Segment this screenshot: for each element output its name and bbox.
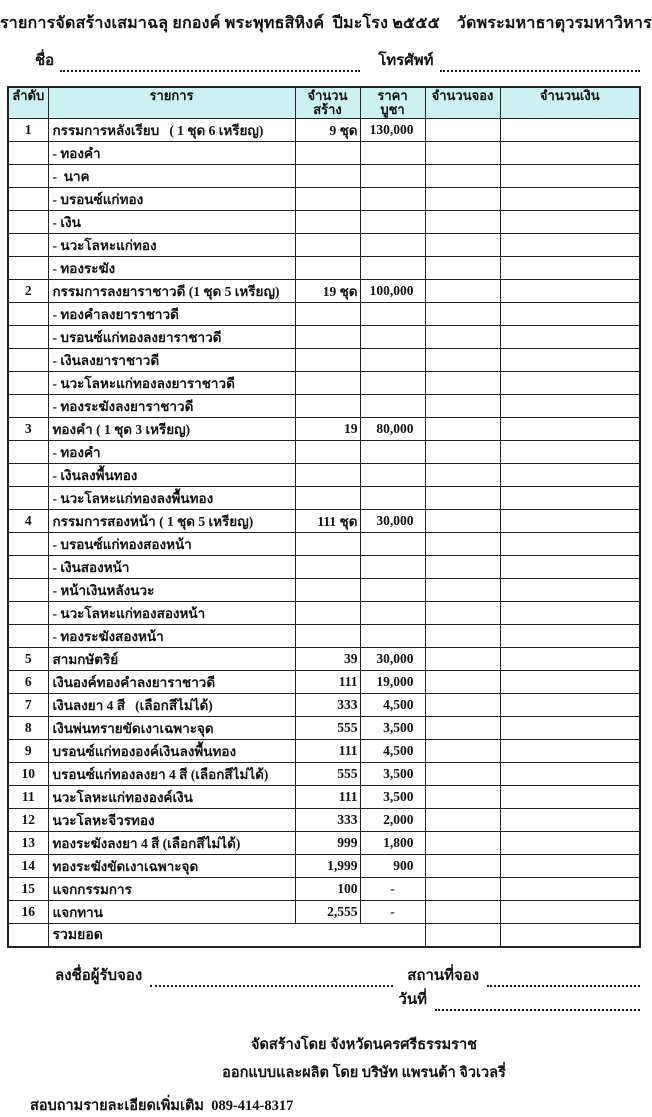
row-reserve-cell (425, 118, 500, 141)
table-row-main (8, 877, 640, 900)
row-item-cell: แจกทาน (48, 900, 295, 923)
row-amount-cell (500, 256, 640, 279)
row-no-cell (8, 555, 48, 578)
row-amount-cell (500, 739, 640, 762)
row-qty-cell (295, 141, 360, 164)
row-no-cell: 13 (8, 831, 48, 854)
row-reserve-cell (425, 624, 500, 647)
row-no-cell (8, 141, 48, 164)
row-price-cell: 900 (360, 854, 425, 877)
row-no-cell: 15 (8, 877, 48, 900)
row-qty-cell (295, 601, 360, 624)
phone-dotted-line (440, 58, 640, 72)
row-reserve-cell (425, 555, 500, 578)
row-no-cell: 1 (8, 118, 48, 141)
row-amount-cell (500, 693, 640, 716)
row-item-cell: กรรมการลงยาราชาวดี (1 ชุด 5 เหรียญ) (48, 279, 295, 302)
row-price-cell: 3,500 (360, 785, 425, 808)
row-qty-cell (295, 486, 360, 509)
row-no-cell (8, 302, 48, 325)
row-amount-cell (500, 371, 640, 394)
row-qty-cell: 1,999 (295, 854, 360, 877)
table-row-main (8, 854, 640, 877)
row-item-cell: - เงินลงยาราชาวดี (48, 348, 295, 371)
row-no-cell (8, 578, 48, 601)
table-row-main (8, 739, 640, 762)
table-row-sub (8, 302, 640, 325)
row-price-cell: 80,000 (360, 417, 425, 440)
table-row-sub (8, 348, 640, 371)
row-price-cell: - (360, 877, 425, 900)
table-row-sub (8, 578, 640, 601)
row-item-cell: สามกษัตริย์ (48, 647, 295, 670)
row-item-cell: นวะโลหะแก่ทององค์เงิน (48, 785, 295, 808)
row-qty-cell: 111 (295, 739, 360, 762)
row-item-cell: - หน้าเงินหลังนวะ (48, 578, 295, 601)
table-header-row (8, 87, 640, 118)
page-title: รายการจัดสร้างเสมาฉลุ ยกองค์ พระพุทธสิหิงค์ ปีมะโรง ๒๕๕๕ วัดพระมหาธาตุวรมหาวิหาร (0, 15, 652, 32)
row-price-cell: 30,000 (360, 647, 425, 670)
row-price-cell (360, 141, 425, 164)
header-price: ราคา บูชา (360, 87, 425, 118)
row-item-cell: - ทองคำลงยาราชาวดี (48, 302, 295, 325)
row-no-cell: 6 (8, 670, 48, 693)
row-reserve-cell (425, 279, 500, 302)
row-qty-cell (295, 624, 360, 647)
row-qty-cell (295, 532, 360, 555)
row-qty-cell (295, 187, 360, 210)
name-label: ชื่อ (35, 53, 55, 69)
phone-label: โทรศัพท์ (378, 53, 434, 69)
row-price-cell: 19,000 (360, 670, 425, 693)
row-price-cell: - (360, 900, 425, 923)
row-item-cell: - ทองระฆัง (48, 256, 295, 279)
row-reserve-cell (425, 210, 500, 233)
row-amount-cell (500, 601, 640, 624)
row-qty-cell: 111 (295, 670, 360, 693)
row-amount-cell (500, 624, 640, 647)
name-phone-line (35, 50, 640, 72)
row-reserve-cell (425, 877, 500, 900)
row-price-cell (360, 233, 425, 256)
table-row-main (8, 670, 640, 693)
row-reserve-cell (425, 785, 500, 808)
row-amount-cell (500, 854, 640, 877)
row-price-cell: 4,500 (360, 693, 425, 716)
row-reserve-cell (425, 371, 500, 394)
row-price-cell: 30,000 (360, 509, 425, 532)
row-qty-cell: 111 ชุด (295, 509, 360, 532)
row-price-cell: 1,800 (360, 831, 425, 854)
row-no-cell: 8 (8, 716, 48, 739)
row-qty-cell (295, 325, 360, 348)
row-price-cell (360, 486, 425, 509)
row-reserve-cell (425, 670, 500, 693)
row-no-cell: 9 (8, 739, 48, 762)
total-row (8, 923, 640, 947)
row-qty-cell: 333 (295, 693, 360, 716)
row-amount-cell (500, 348, 640, 371)
table-row-main (8, 785, 640, 808)
row-reserve-cell (425, 417, 500, 440)
row-amount-cell (500, 325, 640, 348)
row-reserve-cell (425, 463, 500, 486)
table-row-sub (8, 164, 640, 187)
row-qty-cell (295, 164, 360, 187)
row-reserve-cell (425, 716, 500, 739)
name-dotted-line (60, 58, 360, 72)
row-qty-cell (295, 578, 360, 601)
row-amount-cell (500, 578, 640, 601)
row-reserve-cell (425, 164, 500, 187)
row-reserve-cell (425, 532, 500, 555)
table-row-sub (8, 325, 640, 348)
table-row-sub (8, 486, 640, 509)
row-price-cell (360, 164, 425, 187)
row-no-cell (8, 394, 48, 417)
row-price-cell (360, 325, 425, 348)
place-dotted-line (487, 973, 640, 987)
row-price-cell: 130,000 (360, 118, 425, 141)
date-label: วันที่ (398, 991, 427, 1008)
row-no-cell: 10 (8, 762, 48, 785)
row-no-cell (8, 164, 48, 187)
row-qty-cell (295, 440, 360, 463)
row-qty-cell: 555 (295, 716, 360, 739)
row-amount-cell (500, 670, 640, 693)
row-reserve-cell (425, 440, 500, 463)
order-table (7, 86, 641, 948)
total-no-cell (8, 923, 48, 947)
row-price-cell (360, 601, 425, 624)
row-price-cell (360, 348, 425, 371)
row-reserve-cell (425, 394, 500, 417)
contact-line (30, 1094, 648, 1117)
row-reserve-cell (425, 693, 500, 716)
row-item-cell: - เงินลงพื้นทอง (48, 463, 295, 486)
row-qty-cell (295, 302, 360, 325)
row-amount-cell (500, 486, 640, 509)
row-amount-cell (500, 509, 640, 532)
row-qty-cell: 19 (295, 417, 360, 440)
row-reserve-cell (425, 854, 500, 877)
row-no-cell: 7 (8, 693, 48, 716)
row-qty-cell: 2,555 (295, 900, 360, 923)
row-no-cell (8, 440, 48, 463)
row-reserve-cell (425, 325, 500, 348)
row-qty-cell: 333 (295, 808, 360, 831)
table-row-sub (8, 463, 640, 486)
row-amount-cell (500, 302, 640, 325)
row-item-cell: - นวะโลหะแก่ทอง (48, 233, 295, 256)
place-label: สถานที่จอง (407, 967, 480, 984)
row-price-cell (360, 256, 425, 279)
row-qty-cell: 19 ชุด (295, 279, 360, 302)
table-row-main (8, 279, 640, 302)
row-reserve-cell (425, 486, 500, 509)
row-item-cell: บรอนซ์แก่ทองลงยา 4 สี (เลือกสีไม่ได้) (48, 762, 295, 785)
row-no-cell (8, 325, 48, 348)
row-reserve-cell (425, 302, 500, 325)
row-no-cell (8, 624, 48, 647)
table-row-sub (8, 555, 640, 578)
row-qty-cell: 9 ชุด (295, 118, 360, 141)
row-amount-cell (500, 164, 640, 187)
row-price-cell: 3,500 (360, 716, 425, 739)
row-qty-cell: 555 (295, 762, 360, 785)
table-row-main (8, 831, 640, 854)
date-row (55, 989, 640, 1011)
row-amount-cell (500, 233, 640, 256)
total-label-cell: รวมยอด (48, 923, 425, 947)
row-amount-cell (500, 555, 640, 578)
table-row-sub (8, 440, 640, 463)
table-row-sub (8, 532, 640, 555)
row-item-cell: - ทองคำ (48, 141, 295, 164)
row-item-cell: บรอนซ์แก่ทององค์เงินลงพื้นทอง (48, 739, 295, 762)
row-amount-cell (500, 785, 640, 808)
row-amount-cell (500, 532, 640, 555)
row-reserve-cell (425, 808, 500, 831)
row-item-cell: - บรอนซ์แก่ทองสองหน้า (48, 532, 295, 555)
row-item-cell: กรรมการสองหน้า ( 1 ชุด 5 เหรียญ) (48, 509, 295, 532)
row-qty-cell (295, 256, 360, 279)
row-no-cell (8, 233, 48, 256)
header-item: รายการ (48, 87, 295, 118)
row-price-cell (360, 210, 425, 233)
table-row-main (8, 900, 640, 923)
contact-phone: 089-414-8317 (211, 1097, 294, 1114)
table-row-main (8, 808, 640, 831)
row-no-cell (8, 486, 48, 509)
row-price-cell (360, 187, 425, 210)
row-no-cell: 16 (8, 900, 48, 923)
row-price-cell (360, 440, 425, 463)
row-price-cell: 100,000 (360, 279, 425, 302)
table-row-main (8, 647, 640, 670)
table-row-main (8, 762, 640, 785)
row-item-cell: - นวะโลหะแก่ทองลงพื้นทอง (48, 486, 295, 509)
designed-by-line: ออกแบบและผลิต โดย บริษัท แพรนด้า จิวเวลรี่ (222, 1064, 506, 1081)
row-amount-cell (500, 210, 640, 233)
row-amount-cell (500, 141, 640, 164)
table-row-sub (8, 233, 640, 256)
row-amount-cell (500, 118, 640, 141)
row-price-cell (360, 532, 425, 555)
row-reserve-cell (425, 900, 500, 923)
row-amount-cell (500, 463, 640, 486)
row-item-cell: เงินองค์ทองคำลงยาราชาวดี (48, 670, 295, 693)
table-row-sub (8, 371, 640, 394)
contact-label: สอบถามรายละเอียดเพิ่มเติม (30, 1097, 204, 1114)
table-row-sub (8, 210, 640, 233)
row-no-cell (8, 371, 48, 394)
row-price-cell (360, 578, 425, 601)
row-no-cell: 3 (8, 417, 48, 440)
row-reserve-cell (425, 601, 500, 624)
row-reserve-cell (425, 739, 500, 762)
row-item-cell: นวะโลหะจีวรทอง (48, 808, 295, 831)
total-reserve-cell (425, 923, 500, 947)
row-amount-cell (500, 808, 640, 831)
row-reserve-cell (425, 831, 500, 854)
row-amount-cell (500, 900, 640, 923)
row-item-cell: ทองคำ ( 1 ชุด 3 เหรียญ) (48, 417, 295, 440)
row-item-cell: - เงิน (48, 210, 295, 233)
row-item-cell: แจกกรรมการ (48, 877, 295, 900)
row-item-cell: - ทองระฆังสองหน้า (48, 624, 295, 647)
row-qty-cell (295, 555, 360, 578)
row-price-cell (360, 555, 425, 578)
row-item-cell: - นาค (48, 164, 295, 187)
table-row-sub (8, 394, 640, 417)
sign-dotted-line (150, 973, 393, 987)
made-by-line: จัดสร้างโดย จังหวัดนครศรีธรรมราช (251, 1036, 477, 1053)
signature-row (55, 965, 640, 987)
table-row-main (8, 118, 640, 141)
row-amount-cell (500, 647, 640, 670)
row-price-cell: 2,000 (360, 808, 425, 831)
row-reserve-cell (425, 647, 500, 670)
row-qty-cell (295, 210, 360, 233)
row-reserve-cell (425, 762, 500, 785)
row-item-cell: - บรอนซ์แก่ทองลงยาราชาวดี (48, 325, 295, 348)
row-price-cell: 4,500 (360, 739, 425, 762)
header-amount: จำนวนเงิน (500, 87, 640, 118)
row-no-cell: 4 (8, 509, 48, 532)
total-amount-cell (500, 923, 640, 947)
row-reserve-cell (425, 233, 500, 256)
row-amount-cell (500, 394, 640, 417)
row-no-cell: 14 (8, 854, 48, 877)
row-amount-cell (500, 716, 640, 739)
row-item-cell: - บรอนซ์แก่ทอง (48, 187, 295, 210)
row-qty-cell (295, 348, 360, 371)
row-item-cell: - นวะโลหะแก่ทองลงยาราชาวดี (48, 371, 295, 394)
row-amount-cell (500, 440, 640, 463)
row-qty-cell (295, 394, 360, 417)
table-row-main (8, 693, 640, 716)
row-no-cell: 2 (8, 279, 48, 302)
row-item-cell: ทองระฆังลงยา 4 สี (เลือกสีไม่ได้) (48, 831, 295, 854)
row-no-cell: 5 (8, 647, 48, 670)
row-reserve-cell (425, 141, 500, 164)
row-item-cell: กรรมการหลังเรียบ ( 1 ชุด 6 เหรียญ) (48, 118, 295, 141)
row-reserve-cell (425, 348, 500, 371)
table-row-sub (8, 256, 640, 279)
row-price-cell (360, 624, 425, 647)
header-reserve: จำนวนจอง (425, 87, 500, 118)
row-no-cell (8, 348, 48, 371)
row-no-cell (8, 256, 48, 279)
row-amount-cell (500, 831, 640, 854)
table-row-main (8, 716, 640, 739)
row-item-cell: เงินลงยา 4 สี (เลือกสีไม่ได้) (48, 693, 295, 716)
date-dotted-line (435, 997, 640, 1011)
row-no-cell (8, 601, 48, 624)
row-no-cell (8, 187, 48, 210)
row-qty-cell (295, 371, 360, 394)
row-qty-cell: 100 (295, 877, 360, 900)
table-row-main (8, 417, 640, 440)
row-amount-cell (500, 762, 640, 785)
table-row-sub (8, 187, 640, 210)
signature-block (55, 965, 640, 1011)
row-price-cell (360, 463, 425, 486)
row-amount-cell (500, 877, 640, 900)
row-no-cell: 11 (8, 785, 48, 808)
row-amount-cell (500, 279, 640, 302)
row-item-cell: - เงินสองหน้า (48, 555, 295, 578)
row-qty-cell: 999 (295, 831, 360, 854)
row-no-cell (8, 210, 48, 233)
row-qty-cell (295, 463, 360, 486)
table-row-main (8, 509, 640, 532)
row-price-cell (360, 371, 425, 394)
row-reserve-cell (425, 256, 500, 279)
table-row-sub (8, 141, 640, 164)
row-item-cell: - ทองคำ (48, 440, 295, 463)
table-row-sub (8, 624, 640, 647)
row-qty-cell: 111 (295, 785, 360, 808)
row-price-cell (360, 394, 425, 417)
table-row-sub (8, 601, 640, 624)
row-item-cell: - นวะโลหะแก่ทองสองหน้า (48, 601, 295, 624)
row-reserve-cell (425, 187, 500, 210)
row-item-cell: เงินพ่นทรายขัดเงาเฉพาะจุด (48, 716, 295, 739)
row-qty-cell (295, 233, 360, 256)
row-no-cell (8, 463, 48, 486)
row-price-cell (360, 302, 425, 325)
sign-label: ลงชื่อผู้รับจอง (55, 967, 143, 984)
header-no: ลำดับ (8, 87, 48, 118)
row-amount-cell (500, 187, 640, 210)
row-reserve-cell (425, 578, 500, 601)
row-item-cell: ทองระฆังขัดเงาเฉพาะจุด (48, 854, 295, 877)
header-qty: จำนวน สร้าง (295, 87, 360, 118)
row-qty-cell: 39 (295, 647, 360, 670)
row-reserve-cell (425, 509, 500, 532)
row-no-cell: 12 (8, 808, 48, 831)
row-no-cell (8, 532, 48, 555)
row-price-cell: 3,500 (360, 762, 425, 785)
row-item-cell: - ทองระฆังลงยาราชาวดี (48, 394, 295, 417)
row-amount-cell (500, 417, 640, 440)
